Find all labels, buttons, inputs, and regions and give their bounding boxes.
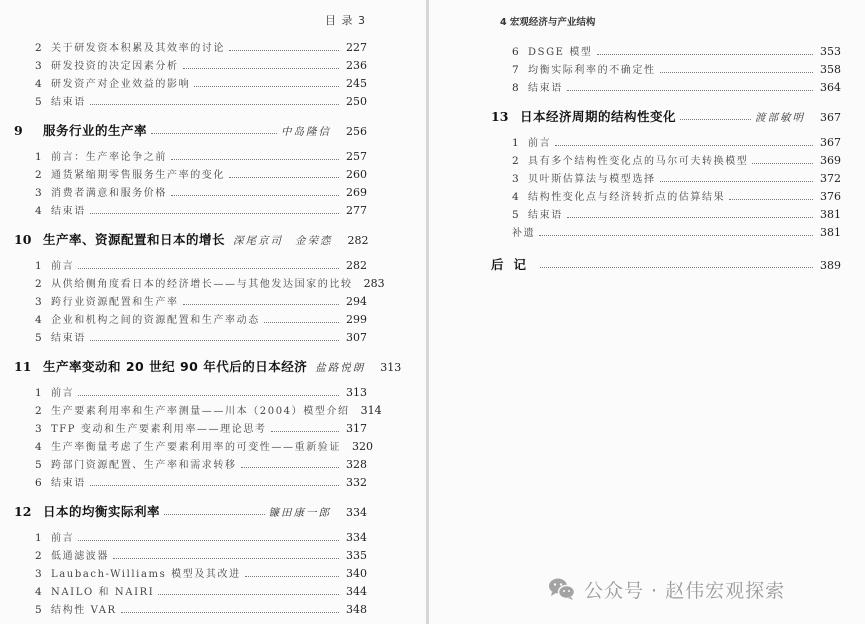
toc-title: 补遗	[512, 228, 536, 239]
toc-number: 4	[512, 191, 519, 203]
toc-section-row[interactable]	[491, 224, 841, 242]
toc-title: 结构性变化点与经济转折点的估算结果	[528, 192, 726, 203]
watermark-text: 公众号 · 赵伟宏观探索	[584, 579, 786, 602]
toc-page-number: 367	[820, 136, 841, 149]
dot-leader	[113, 558, 339, 559]
toc-title: 生产率、资源配置和日本的增长	[43, 232, 226, 247]
wechat-icon	[548, 577, 576, 601]
toc-title: 跨部门资源配置、生产率和需求转移	[51, 460, 237, 471]
toc-page-number: 348	[346, 603, 367, 616]
toc-page-number: 269	[346, 186, 367, 199]
toc-number: 4	[35, 205, 42, 217]
toc-number: 5	[35, 332, 42, 344]
dot-leader	[241, 467, 339, 468]
toc-title: 结束语	[528, 210, 563, 221]
toc-section-row[interactable]	[14, 39, 367, 57]
left-page	[0, 0, 426, 624]
dot-leader	[171, 159, 339, 160]
toc-page-number: 317	[346, 422, 367, 435]
toc-title: 结构性 VAR	[51, 605, 117, 616]
dot-leader	[183, 304, 339, 305]
toc-title: 从供给侧角度看日本的经济增长——与其他发达国家的比较	[51, 279, 353, 290]
toc-title: 前言	[51, 533, 75, 544]
toc-number: 1	[35, 260, 42, 272]
toc-title: 结束语	[528, 83, 563, 94]
toc-title: 生产要素利用率和生产率测量——川本（2004）模型介绍	[51, 406, 350, 417]
toc-author: 中岛隆信	[281, 126, 331, 138]
toc-page-number: 334	[346, 531, 367, 544]
toc-number: 6	[35, 477, 42, 489]
toc-number: 7	[512, 64, 519, 76]
toc-number: 1	[35, 532, 42, 544]
toc-title: 生产率衡量考虑了生产要素利用率的可变性——重新验证	[51, 442, 341, 453]
toc-page-number: 381	[820, 226, 841, 239]
toc-chapter-row[interactable]	[14, 229, 367, 251]
dot-leader	[171, 195, 339, 196]
toc-section-row[interactable]	[491, 206, 841, 224]
dot-leader	[539, 235, 813, 236]
toc-number: 5	[35, 96, 42, 108]
toc-title: DSGE 模型	[528, 47, 593, 58]
toc-number: 2	[35, 42, 42, 54]
toc-number: 2	[35, 405, 42, 417]
toc-title: 日本经济周期的结构性变化	[520, 109, 677, 124]
dot-leader	[90, 485, 339, 486]
toc-number: 4	[35, 586, 42, 598]
toc-number: 5	[35, 459, 42, 471]
toc-section-row[interactable]	[14, 166, 367, 184]
toc-title: 结束语	[51, 206, 86, 217]
toc-number: 4	[35, 314, 42, 326]
toc-number: 2	[35, 169, 42, 181]
toc-section-row[interactable]	[14, 601, 367, 619]
toc-section-row[interactable]	[14, 275, 385, 293]
toc-author: 渡部敏明	[755, 112, 805, 124]
toc-list-left	[14, 39, 402, 619]
dot-leader	[567, 90, 813, 91]
toc-section-row[interactable]	[491, 79, 841, 97]
toc-section-row[interactable]	[14, 402, 382, 420]
toc-number: 1	[512, 137, 519, 149]
toc-page-number: 227	[346, 41, 367, 54]
toc-title: 前言：生产率论争之前	[51, 152, 167, 163]
toc-page-number: 314	[360, 404, 382, 417]
toc-page-number: 294	[346, 295, 367, 308]
toc-section-row[interactable]	[491, 170, 841, 188]
dot-leader	[90, 104, 339, 105]
toc-page-number: 245	[346, 77, 367, 90]
toc-title: 后记	[491, 257, 537, 272]
toc-section-row[interactable]	[491, 134, 841, 152]
dot-leader	[271, 431, 339, 432]
toc-page-number: 320	[352, 440, 373, 453]
toc-page-number: 364	[820, 81, 841, 94]
toc-section-row[interactable]	[14, 293, 367, 311]
toc-number: 3	[35, 60, 42, 72]
toc-page-number: 334	[346, 506, 367, 519]
toc-section-row[interactable]	[14, 529, 367, 547]
dot-leader	[245, 576, 339, 577]
toc-number: 3	[35, 568, 42, 580]
toc-page-number: 307	[346, 331, 367, 344]
toc-page-number: 335	[346, 549, 367, 562]
toc-section-row[interactable]	[491, 152, 841, 170]
toc-section-row[interactable]	[14, 565, 367, 583]
toc-postscript-row[interactable]	[491, 254, 841, 276]
toc-number: 1	[35, 151, 42, 163]
dot-leader	[90, 340, 339, 341]
dot-leader	[229, 50, 339, 51]
dot-leader	[121, 612, 339, 613]
toc-title: 生产率变动和 20 世纪 90 年代后的日本经济	[43, 359, 308, 374]
toc-page-number: 372	[820, 172, 841, 185]
toc-title: 均衡实际利率的不确定性	[528, 65, 656, 76]
toc-title: Laubach-Williams 模型及其改进	[51, 569, 241, 580]
toc-number: 3	[35, 423, 42, 435]
toc-author: 深尾京司	[233, 235, 284, 247]
toc-title: 跨行业资源配置和生产率	[51, 297, 179, 308]
running-head-right: 4 宏观经济与产业结构	[500, 17, 596, 28]
toc-number: 4	[35, 441, 42, 453]
toc-title: 通货紧缩期零售服务生产率的变化	[51, 170, 225, 181]
toc-page-number: 332	[346, 476, 367, 489]
toc-section-row[interactable]	[491, 188, 841, 206]
toc-title: 服务行业的生产率	[43, 123, 148, 138]
dot-leader	[78, 540, 339, 541]
toc-page-number: 250	[346, 95, 367, 108]
toc-section-row[interactable]	[14, 329, 367, 347]
toc-page-number: 381	[820, 208, 841, 221]
toc-chapter-row[interactable]	[14, 501, 367, 523]
toc-chapter-row[interactable]	[491, 106, 841, 128]
toc-page-number: 282	[346, 259, 367, 272]
toc-section-row[interactable]	[14, 474, 367, 492]
toc-list-right	[491, 43, 841, 282]
toc-page-number: 353	[820, 45, 841, 58]
toc-section-row[interactable]	[14, 420, 367, 438]
dot-leader	[151, 133, 277, 134]
toc-number: 6	[512, 46, 519, 58]
toc-title: 具有多个结构性变化点的马尔可夫转换模型	[528, 156, 749, 167]
toc-section-row[interactable]	[14, 184, 367, 202]
toc-section-row[interactable]	[14, 583, 367, 601]
toc-section-row[interactable]	[491, 61, 841, 79]
toc-title: TFP 变动和生产要素利用率——理论思考	[51, 424, 267, 435]
toc-title: 前言	[528, 138, 552, 149]
dot-leader	[183, 68, 339, 69]
toc-title: 研发投资的决定因素分析	[51, 61, 179, 72]
toc-page-number: 313	[380, 361, 402, 374]
toc-page-number: 389	[820, 259, 841, 272]
toc-section-row[interactable]	[14, 148, 367, 166]
toc-section-row[interactable]	[491, 43, 841, 61]
toc-page-number: 369	[820, 154, 841, 167]
toc-title: 结束语	[51, 97, 86, 108]
dot-leader	[680, 119, 751, 120]
toc-page-number: 313	[346, 386, 367, 399]
toc-title: NAILO 和 NAIRI	[51, 587, 155, 598]
toc-section-row[interactable]	[14, 311, 367, 329]
toc-page-number: 358	[820, 63, 841, 76]
toc-section-row[interactable]	[14, 384, 367, 402]
toc-section-row[interactable]	[14, 93, 367, 111]
toc-chapter-row[interactable]	[14, 120, 367, 142]
toc-number: 3	[35, 296, 42, 308]
dot-leader	[752, 163, 813, 164]
toc-page-number: 283	[363, 277, 385, 290]
toc-author: 盐路悦朗	[315, 362, 366, 374]
toc-page-number: 257	[346, 150, 367, 163]
toc-title: 关于研发资本积累及其效率的讨论	[51, 43, 225, 54]
dot-leader	[264, 322, 339, 323]
right-page	[429, 0, 865, 624]
toc-page-number: 256	[346, 125, 367, 138]
dot-leader	[229, 177, 339, 178]
toc-page-number: 282	[347, 234, 369, 247]
dot-leader	[90, 213, 339, 214]
dot-leader	[164, 514, 264, 515]
toc-page-number: 367	[820, 111, 841, 124]
toc-title: 日本的均衡实际利率	[43, 504, 161, 519]
toc-section-row[interactable]	[14, 456, 367, 474]
toc-page-number: 340	[346, 567, 367, 580]
toc-number: 3	[35, 187, 42, 199]
toc-section-row[interactable]	[14, 57, 367, 75]
toc-title: 结束语	[51, 333, 86, 344]
watermark	[548, 574, 785, 604]
toc-author: 镰田康一郎	[268, 507, 331, 519]
toc-page-number: 277	[346, 204, 367, 217]
toc-title: 前言	[51, 261, 75, 272]
dot-leader	[78, 268, 339, 269]
toc-title: 企业和机构之间的资源配置和生产率动态	[51, 315, 260, 326]
dot-leader	[555, 145, 813, 146]
toc-section-row[interactable]	[14, 547, 367, 565]
toc-number: 9	[14, 123, 23, 138]
toc-number: 12	[14, 504, 32, 519]
toc-section-row[interactable]	[14, 438, 373, 456]
toc-number: 10	[14, 232, 32, 247]
dot-leader	[194, 86, 339, 87]
toc-number: 2	[35, 278, 42, 290]
dot-leader	[597, 54, 813, 55]
toc-number: 1	[35, 387, 42, 399]
toc-number: 2	[35, 550, 42, 562]
dot-leader	[660, 181, 813, 182]
toc-title: 结束语	[51, 478, 86, 489]
toc-number: 4	[35, 78, 42, 90]
dot-leader	[158, 594, 339, 595]
toc-section-row[interactable]	[14, 257, 367, 275]
toc-title: 研发资产对企业效益的影响	[51, 79, 191, 90]
toc-page-number: 376	[820, 190, 841, 203]
toc-chapter-row[interactable]	[14, 356, 402, 378]
toc-author: 金荣悫	[295, 235, 333, 247]
toc-title: 贝叶斯估算法与模型选择	[528, 174, 656, 185]
toc-number: 5	[35, 604, 42, 616]
toc-number: 3	[512, 173, 519, 185]
toc-number: 8	[512, 82, 519, 94]
toc-title: 消费者满意和服务价格	[51, 188, 167, 199]
toc-number: 2	[512, 155, 519, 167]
dot-leader	[78, 395, 339, 396]
toc-page-number: 328	[346, 458, 367, 471]
toc-section-row[interactable]	[14, 75, 367, 93]
dot-leader	[540, 267, 813, 268]
dot-leader	[729, 199, 813, 200]
running-head-left: 目 录 3	[325, 14, 366, 27]
toc-page-number: 236	[346, 59, 367, 72]
toc-number: 11	[14, 359, 32, 374]
toc-title: 前言	[51, 388, 75, 399]
toc-title: 低通滤波器	[51, 551, 109, 562]
dot-leader	[567, 217, 813, 218]
toc-number: 13	[491, 109, 509, 124]
toc-section-row[interactable]	[14, 202, 367, 220]
toc-page-number: 344	[346, 585, 367, 598]
dot-leader	[660, 72, 813, 73]
toc-page-number: 260	[346, 168, 367, 181]
toc-number: 5	[512, 209, 519, 221]
toc-page-number: 299	[346, 313, 367, 326]
